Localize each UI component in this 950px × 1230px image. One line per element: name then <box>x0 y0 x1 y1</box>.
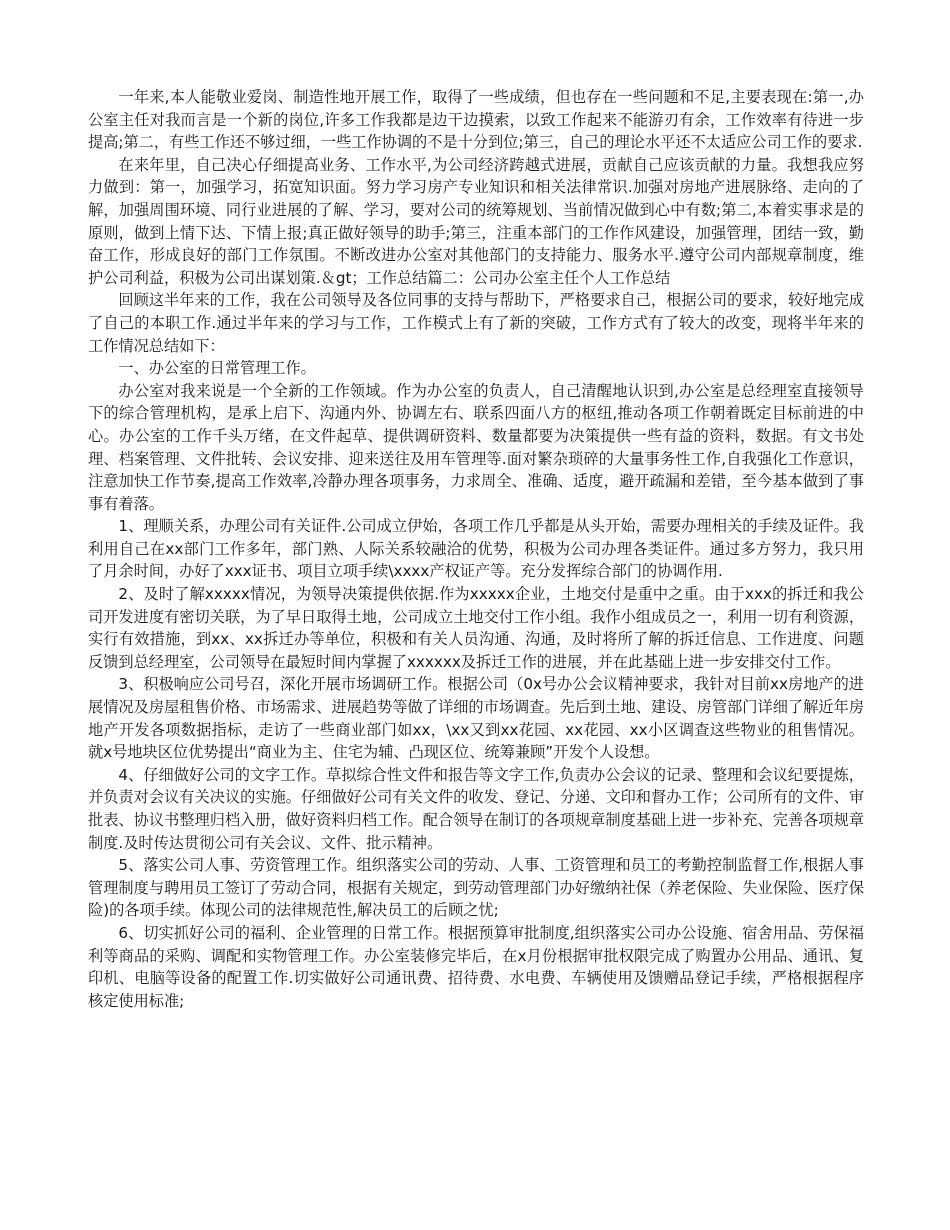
paragraph-item-1-certificates: 1、理顺关系，办理公司有关证件.公司成立伊始，各项工作几乎都是从头开始，需要办理相关的手续及证件。我利用自己在xx部门工作多年，部门熟、人际关系较融洽的优势，积极为公司办理各类证件。通过多方努力，我只用了月余时间，办好了xxx证书、项目立项手续\xxxx产权证产等。充分发挥综合部门的协调作用. <box>88 517 864 581</box>
paragraph-item-4-documents: 4、仔细做好公司的文字工作。草拟综合性文件和报告等文字工作,负责办公会议的记录、整理和会议纪要提炼，并负责对会议有关决议的实施。仔细做好公司有关文件的收发、登记、分递、文印和督办工作；公司所有的文件、审批表、协议书整理归档入册，做好资料归档工作。配合领导在制订的各项规章制度基础上进一步补充、完善各项规章制度.及时传达贯彻公司有关会议、文件、批示精神。 <box>88 765 864 852</box>
paragraph-item-6-welfare: 6、切实抓好公司的福利、企业管理的日常工作。根据预算审批制度,组织落实公司办公设施、宿舍用品、劳保福利等商品的采购、调配和实物管理工作。办公室装修完毕后，在x月份根据审批权限完成了购置办公用品、通讯、复印机、电脑等设备的配置工作.切实做好公司通讯费、招待费、水电费、车辆使用及馈赠品登记手续，严格根据程序核定使用标准; <box>88 923 864 1010</box>
paragraph-item-5-personnel: 5、落实公司人事、劳资管理工作。组织落实公司的劳动、人事、工资管理和员工的考勤控制监督工作,根据人事管理制度与聘用员工签订了劳动合同，根据有关规定，到劳动管理部门办好缴纳社保（养老保险、失业保险、医疗保险)的各项手续。体现公司的法律规范性,解决员工的后顾之忧; <box>88 856 864 920</box>
paragraph-item-2-land-handover: 2、及时了解xxxxx情况，为领导决策提供依据.作为xxxxx企业，土地交付是重中之重。由于xxx的拆迁和我公司开发进度有密切关联，为了早日取得土地，公司成立土地交付工作小组。我作小组成员之一，利用一切有利资源，实行有效措施，到xx、xx拆迁办等单位，积极和有关人员沟通、沟通，及时将所了解的拆迁信息、工作进度、问题反馈到总经理室，公司领导在最短时间内掌握了xxxxxx及拆迁工作的进展，并在此基础上进一步安排交付工作。 <box>88 585 864 671</box>
paragraph-office-role: 办公室对我来说是一个全新的工作领域。作为办公室的负责人，自己清醒地认识到,办公室是总经理室直接领导下的综合管理机构，是承上启下、沟通内外、协调左右、联系四面八方的枢纽,推动各项工作朝着既定目标前进的中心。办公室的工作千头万绪，在文件起草、提供调研资料、数量都要为决策提供一些有益的资料，数据。有文书处理、档案管理、文件批转、会议安排、迎来送往及用车管理等.面对繁杂琐碎的大量事务性工作,自我强化工作意识，注意加快工作节奏,提高工作效率,冷静办理各项事务，力求周全、准确、适度，避开疏漏和差错，至今基本做到了事事有着落。 <box>88 381 864 513</box>
document-body <box>88 86 864 1012</box>
paragraph-annual-review: 一年来,本人能敬业爱岗、制造性地开展工作，取得了一些成绩，但也存在一些问题和不足,主要表现在:第一,办公室主任对我而言是一个新的岗位,许多工作我都是边干边摸索，以致工作起来不能游刃有余，工作效率有待进一步提高;第二，有些工作还不够过细，一些工作协调的不是十分到位;第三，自己的理论水平还不太适应公司工作的要求. <box>88 88 864 152</box>
paragraph-item-3-market-research: 3、积极响应公司号召，深化开展市场调研工作。根据公司（0x号办公会议精神要求，我针对目前xx房地产的进展情况及房屋租售价格、市场需求、进展趋势等做了详细的市场调查。先后到土地、建设、房管部门详细了解近年房地产开发各项数据指标，走访了一些商业部门如xx，\xx又到xx花园、xx花园、xx小区调查这些物业的租售情况。就x号地块区位优势提出“商业为主、住宅为辅、凸现区位、统筹兼顾”开发个人设想。 <box>88 675 864 762</box>
section-heading-daily-management: 一、办公室的日常管理工作。 <box>118 359 316 378</box>
paragraph-next-year-plan: 在来年里，自己决心仔细提高业务、工作水平,为公司经济跨越式进展，贡献自己应该贡献的力量。我想我应努力做到：第一，加强学习，拓宽知识面。努力学习房产专业知识和相关法律常识.加强对房地产进展脉络、走向的了解，加强周围环境、同行业进展的了解、学习，要对公司的统筹规划、当前情况做到心中有数;第二,本着实事求是的原则，做到上情下达、下情上报;真正做好领导的助手;第三，注重本部门的工作作风建设，加强管理，团结一致，勤奋工作，形成良好的部门工作氛围。不断改进办公室对其他部门的支持能力、服务水平.遵守公司内部规章制度，维护公司利益，积极为公司出谋划策.＆gt；工作总结篇二：公司办公室主任个人工作总结 <box>88 155 864 287</box>
paragraph-half-year-intro: 回顾这半年来的工作，我在公司领导及各位同事的支持与帮助下，严格要求自己，根据公司的要求，较好地完成了自己的本职工作.通过半年来的学习与工作，工作模式上有了新的突破，工作方式有了较大的改变，现将半年来的工作情况总结如下： <box>88 291 864 355</box>
